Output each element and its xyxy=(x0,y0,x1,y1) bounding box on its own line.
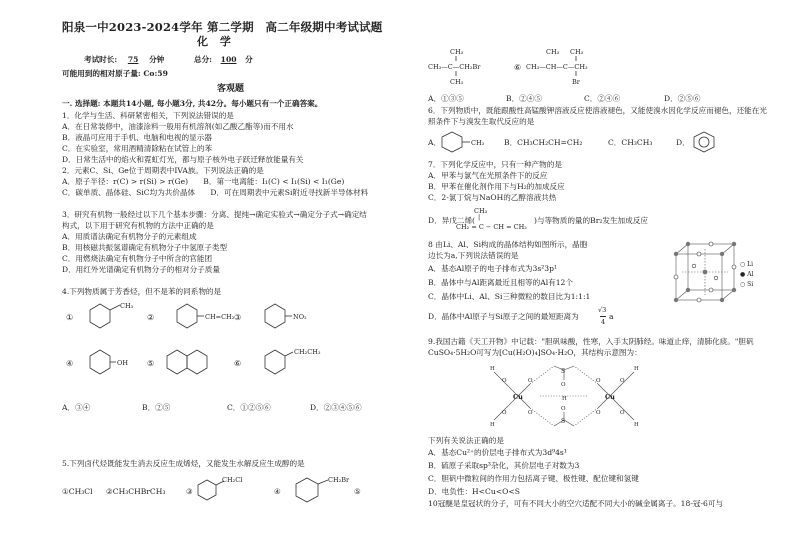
question-line: A．用质谱法确定有机物分子的元素组成 xyxy=(62,232,197,241)
q9-prompt: 下列有关说法正确的是 xyxy=(428,436,504,445)
question-5-structures xyxy=(62,474,392,514)
o-atom: O xyxy=(528,378,533,384)
h-atom: H xyxy=(634,366,639,372)
q4-option-c: C．①②⑤⑥ xyxy=(227,403,271,412)
q5-item-3: ③ xyxy=(186,487,193,496)
q7-option-a: A．甲苯与氯气在光照条件下的反应 xyxy=(428,171,548,180)
q7-option-b: B．甲苯在催化剂作用下与H₂的加成反应 xyxy=(428,182,565,191)
legend-li: ○ Li xyxy=(740,261,754,268)
q5-option-d: D．②⑤⑥ xyxy=(664,94,701,103)
q5-option-c: C．②④⑥ xyxy=(584,94,621,103)
struct-ch3-top-mid: CH₃ xyxy=(546,48,560,56)
exam-title: 阳泉一中2023-2024学年 第二学期 高二年级期中考试试题 xyxy=(62,20,383,34)
q9-option-d: D．电负性：H<Cu<O<S xyxy=(428,487,520,496)
o-atom: O xyxy=(620,410,625,416)
question-6-options xyxy=(428,130,762,156)
question-line: D．日常生活中的焰火和霓虹灯光，都与原子核外电子跃迁释放能量有关 xyxy=(62,155,304,164)
exam-duration: 考试时长: 75 分钟 xyxy=(84,55,165,64)
q8-dist-denominator: 4 xyxy=(601,318,606,326)
q6-option-a: A． xyxy=(428,138,442,147)
question-line: A．原子半径：r(C) > r(Si) > r(Ge) B．第一电离能：I₁(C) < I₁(Si) < I₁(Ge) xyxy=(62,177,345,186)
struct-label-6: ⑥ xyxy=(514,63,522,72)
cu-atom-left: Cu xyxy=(513,393,523,401)
q5-item-3-group: CH₂Cl xyxy=(222,476,243,484)
q4-option-d: D．②③④⑤⑥ xyxy=(310,403,362,412)
crystal-cell-diagram xyxy=(672,240,758,312)
q4-label-1: ① xyxy=(66,313,74,322)
question-line: C．在实验室，常用酒精清除粘在试管上的苯 xyxy=(62,144,213,153)
q6-option-c: C．CH₃CH₃ xyxy=(608,138,653,147)
subject-title: 化 学 xyxy=(197,35,235,48)
question-8-stem: 8 由Li、Al、Si构成的晶体结构如图所示，晶胞 xyxy=(428,240,588,249)
struct-main-left: CH₃—C—CH₂Br xyxy=(428,63,481,71)
o-atom: O xyxy=(620,378,625,384)
exam-total-score: 总分: 100 分 xyxy=(194,55,253,64)
struct-main-right: CH₃—CH—C—CH₃ xyxy=(526,63,588,71)
q5-structures-continued xyxy=(428,42,762,88)
q8-option-b: B．晶体中与Al距离最近且相等的Al有12个 xyxy=(428,278,573,287)
question-6-stem-cont: 照条件下与溴发生取代反应的是 xyxy=(428,117,535,126)
q4-label-5: ⑤ xyxy=(147,359,155,368)
s-atom-bottom: S xyxy=(561,418,566,425)
s-atom-top: S xyxy=(561,368,566,375)
question-6-stem: 6．下列物质中，既能跟酸性高锰酸钾溶液反应使溶液褪色，又能使溴水因化学反应而褪色，还能在光 xyxy=(428,106,767,115)
o-atom: O xyxy=(596,378,601,384)
question-9-stem-cont: CuSO₄·5H₂O可写为[Cu(H₂O)₄]SO₄·H₂O，其结构示意图为： xyxy=(428,348,642,357)
legend-si: ○ Si xyxy=(740,281,754,288)
h-atom: H xyxy=(490,366,495,372)
question-5-stem: 5.下列卤代烃既能发生消去反应生成烯烃，又能发生水解反应生成醇的是 xyxy=(62,459,305,468)
q9-option-b: B．硫原子采取sp³杂化，其价层电子对数为3 xyxy=(428,461,580,470)
q4-group-4: OH xyxy=(117,359,128,367)
q4-group-2: CH=CH₂ xyxy=(205,313,235,321)
h-atom: H xyxy=(634,422,639,428)
o-atom: O xyxy=(528,410,533,416)
h-atom: H xyxy=(562,396,567,402)
question-4-stem: 4.下列物质属于芳香烃，但不是苯的同系物的是 xyxy=(62,287,222,296)
q9-option-c: C．胆矾中微粒间的作用力包括离子键、极性键、配位键和氢键 xyxy=(428,474,639,483)
question-line: 3．研究有机物一般经过以下几个基本步骤：分离、提纯→确定实验式→确定分子式→确定结 xyxy=(62,210,367,219)
section-title: 客观题 xyxy=(217,84,245,94)
section-intro: 一. 选择题: 本题共14小题, 每小题3分, 共42分。每小题只有一个正确答案。 xyxy=(62,99,323,108)
diene-chain: CH₂ = C − CH = CH₂ xyxy=(456,223,527,231)
q5-option-b: B．②④⑤ xyxy=(506,94,542,103)
atomic-mass-note: 可能用到的相对原子量: Co:59 xyxy=(62,69,168,78)
h-atom: H xyxy=(490,422,495,428)
q4-option-a: A．③④ xyxy=(62,403,91,412)
q6-option-a-group: CH₃ xyxy=(471,139,485,147)
q5-item-5: ⑤ xyxy=(354,487,361,496)
struct-ch3-top-left: CH₃ xyxy=(450,48,464,56)
question-4-structures xyxy=(62,300,392,430)
q8-option-c: C．晶体中Li、Al、Si三种微粒的数目比为1:1:1 xyxy=(428,292,591,301)
q4-label-3: ③ xyxy=(234,313,242,322)
q5-item-4: ④ xyxy=(274,487,281,496)
q7-option-c: C．2-氯丁烷与NaOH的乙醇溶液共热 xyxy=(428,193,557,202)
q5-item-2: ②CH₃CHBrCH₃ xyxy=(106,487,166,496)
question-line: C．碳单质、晶体硅、SiC均为共价晶体 D．可在周期表中元素Si附近寻找新半导体材料 xyxy=(62,188,369,197)
q8-dist-numerator: √3 xyxy=(598,306,607,314)
o-atom: O xyxy=(561,382,566,388)
q6-option-b: B．CH₃CH₂CH=CH₂ xyxy=(504,138,583,147)
struct-br: Br xyxy=(572,78,580,86)
q4-group-6: CH₂CH₃ xyxy=(294,348,321,356)
q8-option-d: D．晶体中Al原子与Si原子之间的最短距离为 xyxy=(428,312,579,321)
question-line: C．用燃烧法确定有机物分子中所含的官能团 xyxy=(62,254,213,263)
legend-al: ● Al xyxy=(740,271,754,278)
question-10-stem: 10冠醚是皇冠状的分子，可有不同大小的空穴适配不同大小的碱金属离子。18-冠-6可与 xyxy=(428,499,724,508)
o-atom: O xyxy=(596,410,601,416)
q7-option-d-tail: )与等物质的量的Br₂发生加成反应 xyxy=(534,216,648,225)
question-line: B．液晶可应用于手机、电脑和电视的显示器 xyxy=(62,133,212,142)
diene-ch3: CH₃ xyxy=(474,207,488,215)
q9-option-a: A．基态Cu²⁺的价层电子排布式为3d⁹4s¹ xyxy=(428,448,567,457)
question-7-stem: 7．下列化学反应中，只有一种产物的是 xyxy=(428,160,562,169)
q8-option-a: A．基态Al原子的电子排布式为3s²3p¹ xyxy=(428,264,558,273)
cu-atom-right: Cu xyxy=(605,393,615,401)
question-line: A．在日常装修中，油漆涂料一般用有机溶剂(如乙酸乙酯等)而不用水 xyxy=(62,122,294,131)
q4-group-3: NO₂ xyxy=(293,313,307,321)
q4-label-6: ⑥ xyxy=(234,359,242,368)
q4-label-2: ② xyxy=(147,313,155,322)
question-line: B．用核磁共振氢谱确定有机物分子中氢原子类型 xyxy=(62,243,228,252)
q8-dist-variable: a xyxy=(609,312,614,321)
diene-bond: | xyxy=(478,213,481,221)
question-9-stem: 9.我国古籍《天工开物》中记载："胆矾味酸，性寒，入手太阴肺经。味道止痒，清肺化痰。"胆矾 xyxy=(428,337,754,346)
q5-item-4-group: CH₂Br xyxy=(328,476,350,484)
q4-group-1: CH₃ xyxy=(120,302,134,310)
q7-option-d: D．异戊二烯( xyxy=(428,216,476,225)
q4-label-4: ④ xyxy=(66,359,74,368)
question-8-stem-cont: 边长为a,下列说法错误的是 xyxy=(428,251,519,260)
q5-item-1: ①CH₃Cl xyxy=(62,487,93,496)
question-line: 1．化学与生活、科研紧密相关，下列说法错误的是 xyxy=(62,111,234,120)
q6-option-d: D． xyxy=(676,138,690,147)
q5-option-a: A．①③⑤ xyxy=(428,94,464,103)
q4-option-b: B．②⑤ xyxy=(142,403,171,412)
o-atom: O xyxy=(561,406,566,412)
o-atom: O xyxy=(502,378,507,384)
question-line: 构式，以下用于研究有机物的方法中正确的是 xyxy=(62,221,214,230)
o-atom: O xyxy=(502,410,507,416)
question-line: D．用红外光谱确定有机物分子的相对分子质量 xyxy=(62,265,220,274)
struct-ch3-bottom-left: CH₃ xyxy=(450,78,464,86)
copper-sulfate-structure xyxy=(480,358,660,434)
question-line: 2．元素C、Si、Ge位于周期表中IVA族。下列说法正确的是 xyxy=(62,166,264,175)
struct-ch3-top-right: CH₃ xyxy=(570,48,584,56)
